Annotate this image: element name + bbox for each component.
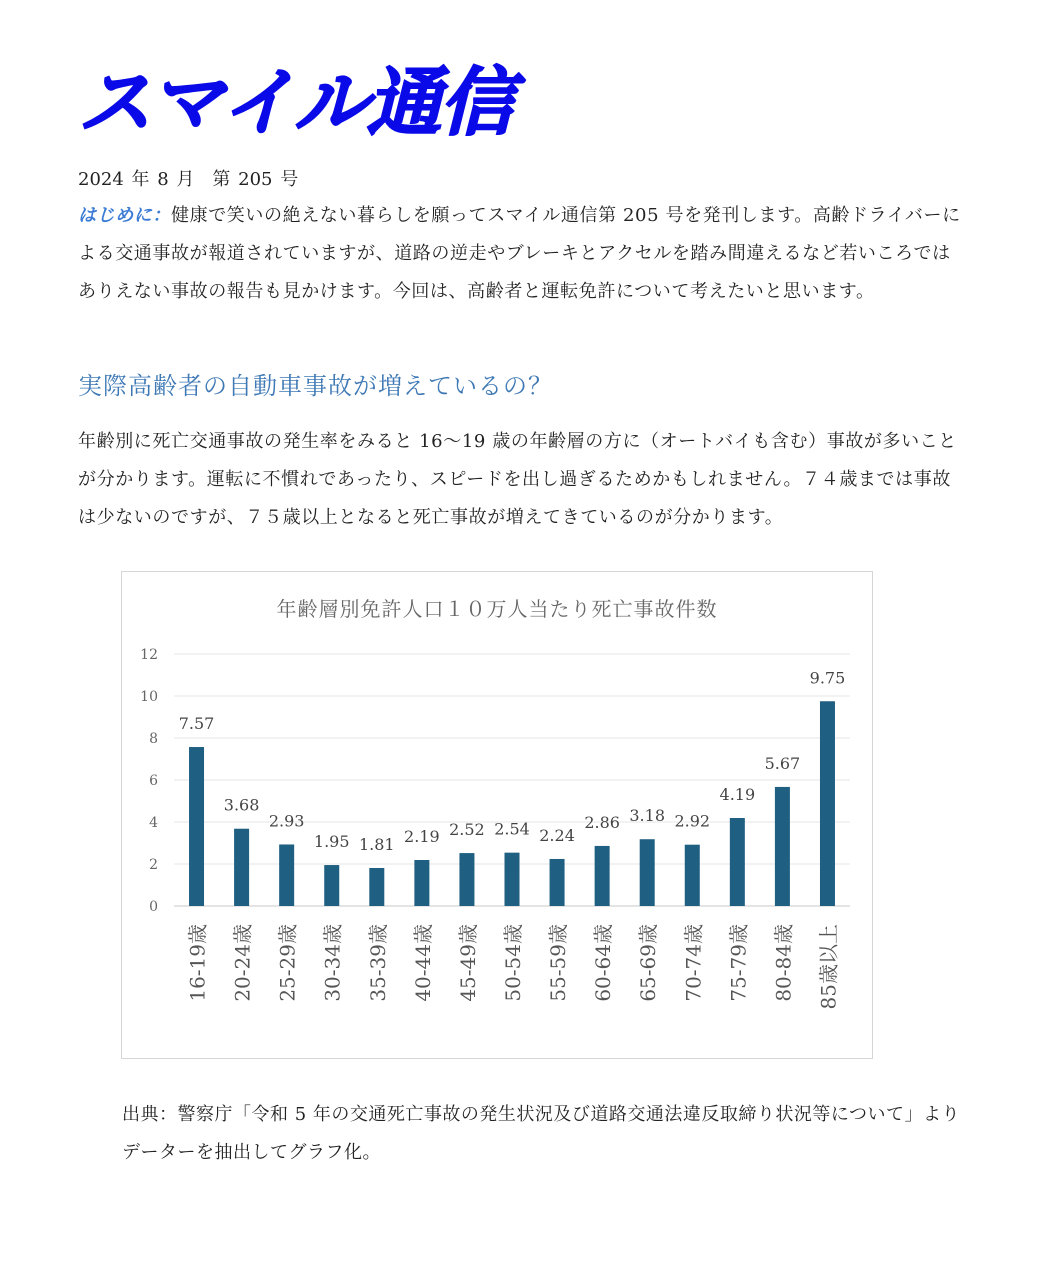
intro-paragraph bbox=[78, 197, 966, 311]
bar bbox=[505, 853, 520, 906]
y-tick-label: 2 bbox=[149, 857, 158, 873]
issue-line: 2024 年 8 月 第 205 号 bbox=[78, 169, 299, 190]
data-label: 7.57 bbox=[178, 714, 215, 734]
bar-chart bbox=[121, 571, 873, 1059]
bar bbox=[459, 853, 474, 906]
data-label: 1.95 bbox=[313, 832, 350, 852]
intro-lead: はじめに： bbox=[78, 205, 171, 226]
section-heading: 実際高齢者の自動車事故が増えているの？ bbox=[78, 372, 553, 400]
x-tick-label: 55-59歳 bbox=[546, 924, 571, 1002]
bar bbox=[369, 868, 384, 906]
intro-text: 健康で笑いの絶えない暮らしを願ってスマイル通信第 205 号を発刊します。高齢ドライバーによる交通事故が報道されていますが、道路の逆走やブレーキとアクセルを踏み間違えるなど若いころではありえない事故の報告も見かけます。今回は、高齢者と運転免許について考えたいと思います。 bbox=[78, 205, 961, 302]
masthead bbox=[78, 58, 678, 148]
data-label: 4.19 bbox=[719, 785, 756, 805]
data-label: 2.54 bbox=[494, 819, 530, 839]
x-tick-label: 50-54歳 bbox=[501, 924, 525, 1002]
bar bbox=[595, 846, 610, 906]
data-label: 2.93 bbox=[268, 811, 305, 831]
bar bbox=[189, 747, 204, 906]
source-note: 出典：警察庁「令和 5 年の交通死亡事故の発生状況及び道路交通法違反取締り状況等について」よりデーターを抽出してグラフ化。 bbox=[122, 1104, 961, 1163]
data-label: 2.19 bbox=[404, 827, 440, 847]
bar bbox=[685, 845, 700, 906]
x-tick-label: 40-44歳 bbox=[410, 924, 435, 1002]
data-label: 3.68 bbox=[223, 795, 260, 815]
x-tick-label: 70-74歳 bbox=[681, 924, 706, 1002]
data-label: 3.18 bbox=[629, 806, 666, 826]
bar bbox=[640, 839, 655, 906]
x-tick-label: 80-84歳 bbox=[771, 924, 796, 1002]
x-tick-label: 35-39歳 bbox=[365, 924, 390, 1002]
data-label: 9.75 bbox=[809, 668, 846, 688]
x-tick-label: 25-29歳 bbox=[275, 924, 300, 1002]
x-tick-label: 20-24歳 bbox=[230, 924, 255, 1002]
data-label: 5.67 bbox=[764, 753, 801, 773]
section-body: 年齢別に死亡交通事故の発生率をみると 16〜19 歳の年齢層の方に（オートバイも含む）事故が多いことが分かります。運転に不慣れであったり、スピードを出し過ぎるためかもしれません。７４歳までは事故は少ないのですが、７５歳以上となると死亡事故が増えてきているのが分かります。 bbox=[78, 431, 957, 528]
y-tick-label: 0 bbox=[149, 899, 158, 915]
chart-title: 年齢層別免許人口１０万人当たり死亡事故件数 bbox=[276, 597, 718, 621]
data-label: 2.92 bbox=[674, 811, 711, 831]
x-tick-label: 16-19歳 bbox=[185, 924, 210, 1002]
newsletter-title: スマイル通信 bbox=[78, 60, 514, 146]
chart-svg bbox=[122, 572, 872, 1058]
x-tick-label: 30-34歳 bbox=[320, 924, 345, 1002]
y-tick-label: 4 bbox=[149, 815, 158, 831]
bar bbox=[414, 860, 429, 906]
bar bbox=[775, 787, 790, 906]
bar bbox=[550, 859, 565, 906]
bar bbox=[820, 701, 835, 906]
data-label: 2.24 bbox=[539, 825, 575, 845]
bar bbox=[324, 865, 339, 906]
y-tick-label: 12 bbox=[140, 647, 158, 663]
y-tick-label: 8 bbox=[149, 731, 158, 747]
bar bbox=[234, 829, 249, 906]
y-tick-label: 10 bbox=[140, 689, 158, 705]
x-tick-label: 75-79歳 bbox=[726, 924, 751, 1002]
data-label: 2.86 bbox=[584, 812, 620, 832]
x-tick-label: 65-69歳 bbox=[636, 924, 661, 1002]
y-tick-label: 6 bbox=[149, 773, 158, 789]
x-tick-label: 45-49歳 bbox=[455, 924, 480, 1002]
x-tick-label: 85歳以上 bbox=[816, 924, 841, 1010]
bar bbox=[730, 818, 745, 906]
x-tick-label: 60-64歳 bbox=[591, 924, 616, 1002]
data-label: 1.81 bbox=[358, 834, 395, 854]
data-label: 2.52 bbox=[449, 820, 485, 840]
bar bbox=[279, 844, 294, 906]
